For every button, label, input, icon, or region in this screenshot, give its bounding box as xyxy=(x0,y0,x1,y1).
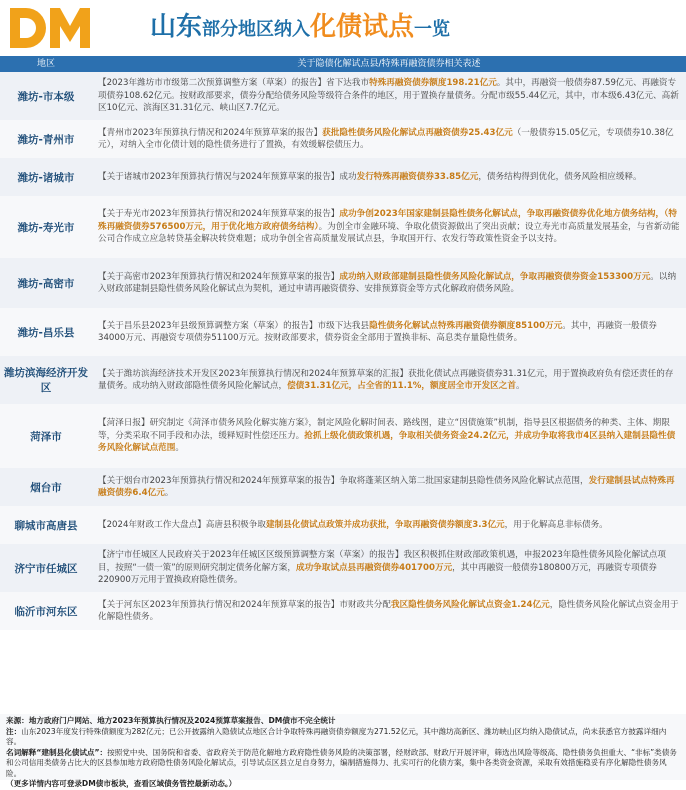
highlight-text: 我区隐性债务风险化解试点资金1.24亿元 xyxy=(390,599,550,610)
description-cell: 【关于烟台市2023年预算执行情况和2024年预算草案的报告】争取将蓬莱区纳入第二批国家建制县隐性债务风险化解试点范围，发行建制县试点特殊再融资债券6.4亿元。 xyxy=(98,475,675,498)
region-cell: 潍坊-高密市 xyxy=(17,277,75,290)
highlight-text: 成功争取试点县再融资债券401700万元 xyxy=(295,562,453,573)
description-cell: 【关于昌乐县2023年县级预算调整方案（草案）的报告】市级下达我县隐性债务化解试点特殊再融资债券额度85100万元。其中，再融资一般债券34000万元、再融资专项债券51100万元。按财政部要求，债券资金全部用于置换非标、高息类存量隐性债务。 xyxy=(98,320,657,343)
highlight-text: 发行建制县试点特殊再融资债券6.4亿元 xyxy=(98,475,675,498)
more-info-note: （更多详情内容可登录DM债市板块，查看区域债务管控最新动态。） xyxy=(6,779,237,788)
highlight-text: 成功纳入财政部建制县隐性债务风险化解试点，争取再融资债券资金153300万元 xyxy=(339,271,651,282)
table-row xyxy=(0,120,686,159)
region-cell: 菏泽市 xyxy=(30,430,62,443)
description-cell: 【关于潍坊滨海经济技术开发区2023年预算执行情况和2024年预算草案的汇报】获批化债试点再融资债券31.31亿元，用于置换政府负有偿还责任的存量债务。成功纳入财政部隐性债务风险化解试点，偿债31.31亿元，占全省的11.1%，额度居全市开发区之首。 xyxy=(98,368,674,391)
region-cell: 潍坊-诸城市 xyxy=(17,171,75,184)
region-cell: 聊城市高唐县 xyxy=(14,519,78,532)
table-row xyxy=(0,72,686,121)
highlight-text: 偿债31.31亿元，占全省的11.1%，额度居全市开发区之首 xyxy=(287,381,516,391)
region-cell: 潍坊滨海经济开发区 xyxy=(4,367,88,394)
region-cell: 烟台市 xyxy=(30,481,62,494)
table-row xyxy=(0,158,686,197)
region-cell: 潍坊-青州市 xyxy=(17,133,75,146)
description-cell: 【关于寿光市2023年预算执行情况和2024年预算草案的报告】成功争创2023年国家建制县隐性债务化解试点，争取再融资债券优化地方债务结构，（特殊再融资债券576500万元，用于优化地方政府债务结构）。为创全市金融环境、争取化债资源做出了突出贡献；设立寿光市高质量发展基金，与省新动能公司合作成立应急转贷基金解决转贷难题；成功争创全省高质量发展试点县，争取国开行、农发行等政策性资金予以支持。 xyxy=(98,209,680,245)
col-region-header: 地区 xyxy=(36,59,55,69)
description-cell: 【2024年财政工作大盘点】高唐县积极争取建制县化债试点政策并成功获批，争取再融资债券额度3.3亿元，用于化解高息非标债务。 xyxy=(98,519,608,530)
description-cell: 【关于诸城市2023年预算执行情况与2024年预算草案的报告】成功发行特殊再融资债券33.85亿元，债务结构得到优化，债务风险相应缓释。 xyxy=(98,171,642,182)
description-cell: 【菏泽日报】研究制定《菏泽市债务风险化解实施方案》，制定风险化解时间表、路线图，建立“因债施策”机制，指导县区根据债务的种类、主体、期限等，分类采取不同手段和办法，缓释短时性偿还压力。抢抓上级化债政策机遇，争取相关债务资金24.2亿元，并成功争取将我市4区县纳入建制县隐性债务风险化解试点范围。 xyxy=(98,418,676,454)
table-row xyxy=(0,308,686,357)
title-part4: 一览 xyxy=(414,19,451,40)
highlight-text: 特殊再融资债券额度198.21亿元 xyxy=(369,78,497,89)
table-row xyxy=(0,196,686,259)
region-cell: 潍坊-昌乐县 xyxy=(17,326,75,339)
dm-logo xyxy=(6,6,98,50)
col-desc-header: 关于隐债化解试点县/特殊再融资债券相关表述 xyxy=(297,59,481,69)
page-title xyxy=(150,10,450,47)
highlight-text: 获批隐性债务风险化解试点再融资债券25.43亿元 xyxy=(322,127,513,138)
table-row xyxy=(0,258,686,309)
table-row xyxy=(0,544,686,593)
title-part3: 化债试点 xyxy=(310,12,415,42)
highlight-text: 隐性债务化解试点特殊再融资债券额度85100万元 xyxy=(369,320,563,331)
header xyxy=(0,0,686,56)
highlight-text: 抢抓上级化债政策机遇，争取相关债务资金24.2亿元，并成功争取将我市4区县纳入建制县隐性债务风险化解试点范围 xyxy=(98,430,676,454)
description-cell: 【关于河东区2023年预算执行情况和2024年预算草案的报告】市财政共分配我区隐性债务风险化解试点资金1.24亿元，隐性债务风险化解试点资金用于化解隐性债务。 xyxy=(98,599,679,622)
description-cell: 【2023年潍坊市市级第二次预算调整方案（草案）的报告】省下达我市特殊再融资债券额度198.21亿元。其中，再融资一般债券87.59亿元、再融资专项债券108.62亿元。按财政部要求，债券分配给债务风险等级符合条件的地区，用于置换存量债务。分配市级55.44亿元，其中，市本级6.43亿元、高新区10亿元、滨海区31.31亿元、峡山区7.7亿元。 xyxy=(98,78,679,114)
region-cell: 潍坊-市本级 xyxy=(17,90,75,103)
footer-notes xyxy=(0,714,686,788)
description-cell: 【济宁市任城区人民政府关于2023年任城区区级预算调整方案（草案）的报告】我区积极抓住财政部政策机遇，申报2023年隐性债务风险化解试点项目，按照“一债一策”的原则研究制定债务化解方案，成功争取试点县再融资债券401700万元，其中再融资一般债券180800万元，再融资专项债券220900万元用于置换政府隐性债务。 xyxy=(98,550,666,586)
source-note: 来源：地方政府门户网站、地方2023年预算执行情况及2024预算草案报告、DM债市不完全统计 xyxy=(6,716,336,725)
table-row xyxy=(0,468,686,507)
highlight-text: 建制县化债试点政策并成功获批，争取再融资债券额度3.3亿元 xyxy=(265,519,505,530)
description-cell: 【青州市2023年预算执行情况和2024年预算草案的报告】获批隐性债务风险化解试点再融资债券25.43亿元（一般债券15.05亿元，专项债券10.38亿元），对纳入全市化债计划的隐性债务进行了置换，有效缓解偿债压力。 xyxy=(98,127,674,150)
table-header xyxy=(0,56,686,72)
title-part1: 山东 xyxy=(150,12,203,42)
description-cell: 【关于高密市2023年预算执行情况和2024年预算草案的报告】成功纳入财政部建制县隐性债务风险化解试点，争取再融资债券资金153300万元。以纳入财政部建制县隐性债务风险化解试点为契机，通过申请再融资债券、安排预算资金等方式化解政府债务风险。 xyxy=(98,271,677,294)
highlight-text: 发行特殊再融资债券33.85亿元 xyxy=(356,171,479,182)
title-part2: 部分地区纳入 xyxy=(202,19,311,40)
table-row xyxy=(0,356,686,405)
remark-note: 注：山东2023年度发行特殊债额度为282亿元；已公开披露纳入隐债试点地区合计争取特殊再融资债券额度为271.52亿元，其中潍坊高新区、潍坊峡山区均纳入隐债试点，尚未获悉官方披露详细内容。 xyxy=(6,726,667,746)
region-cell: 临沂市河东区 xyxy=(14,605,78,618)
table-row xyxy=(0,592,686,631)
region-cell: 潍坊-寿光市 xyxy=(17,221,75,234)
table-row xyxy=(0,506,686,545)
definition-note: 名词解释“建制县化债试点”：按照党中央、国务院和省委、省政府关于防范化解地方政府隐性债务风险的决策部署，经财政部、财政厅开展评审，筛选出风险等级高、隐性债务负担重大、“非标”类债务和公司信用类债务占比大的区县参加地方政府隐性债务风险化解试点，引导试点区县立足自身努力，编制措施得力、扎实可行的化债方案，集中各类资金资源，采取有效措施稳妥有序化解隐性债务风险。 xyxy=(6,747,677,778)
region-cell: 济宁市任城区 xyxy=(14,562,78,575)
highlight-text: 成功争创2023年国家建制县隐性债务化解试点，争取再融资债券优化地方债务结构，（特殊再融资债券576500万元，用于优化地方政府债务结构） xyxy=(98,209,677,232)
table-row xyxy=(0,404,686,469)
